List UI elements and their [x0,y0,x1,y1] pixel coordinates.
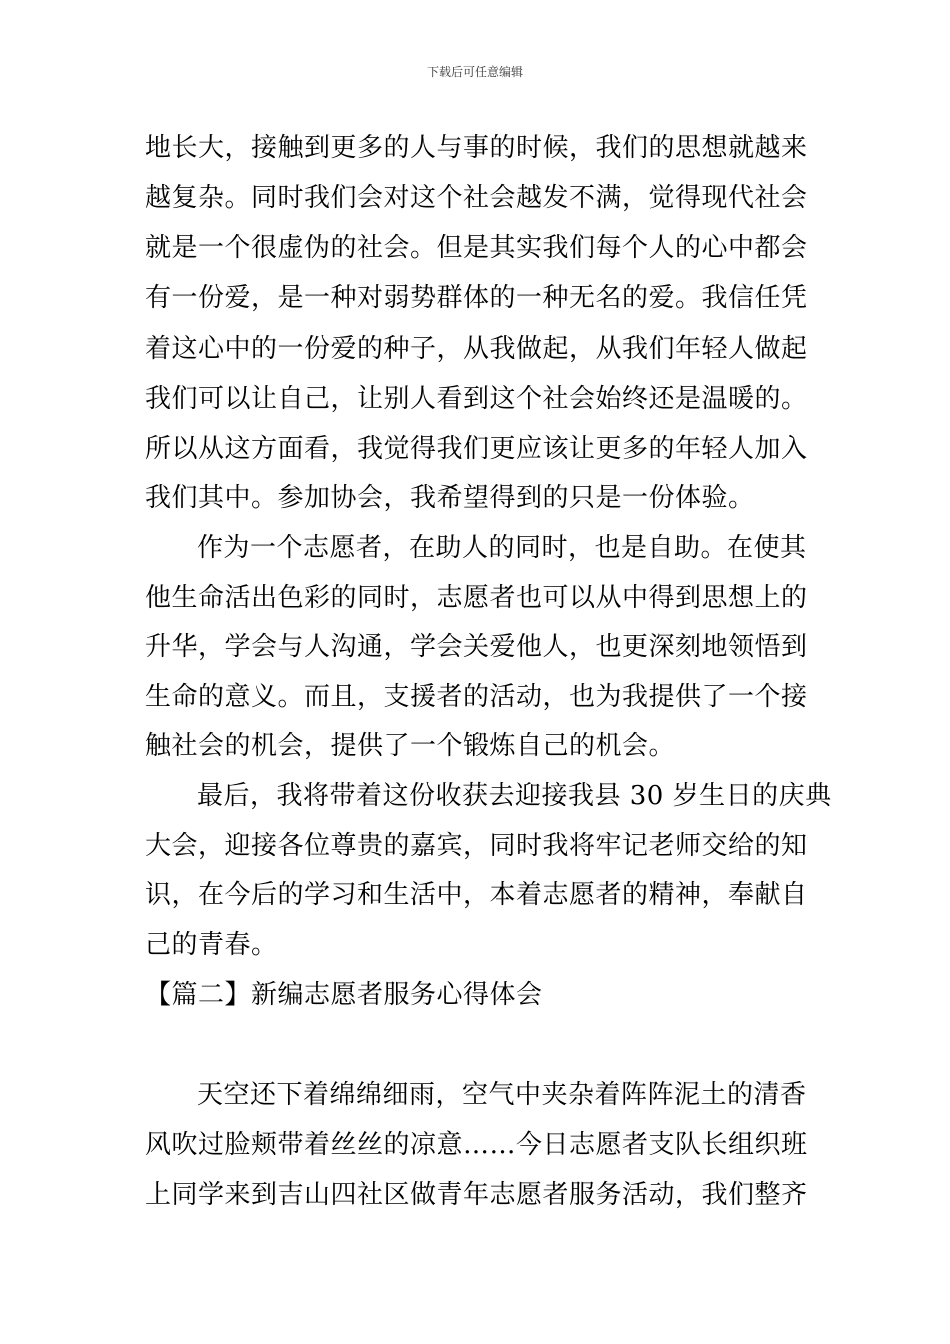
paragraph-start-line: 最后，我将带着这份收获去迎接我县 30 岁生日的庆典 [197,781,832,811]
text-line: 上同学来到吉山四社区做青年志愿者服务活动，我们整齐 [145,1180,808,1210]
paragraph-start-line: 作为一个志愿者，在助人的同时，也是自助。在使其 [197,533,807,563]
text-line: 他生命活出色彩的同时，志愿者也可以从中得到思想上的 [145,583,808,613]
text-line: 识，在今后的学习和生活中，本着志愿者的精神，奉献自 [145,880,808,910]
text-line: 着这心中的一份爱的种子，从我做起，从我们年轻人做起 [145,334,808,364]
text-line: 有一份爱，是一种对弱势群体的一种无名的爱。我信任凭 [145,283,808,313]
text-line: 生命的意义。而且，支援者的活动，也为我提供了一个接 [145,682,808,712]
text-line: 我们可以让自己，让别人看到这个社会始终还是温暖的。 [145,384,808,414]
section-heading: 【篇二】新编志愿者服务心得体会 [145,980,543,1010]
text-line: 风吹过脸颊带着丝丝的凉意……今日志愿者支队长组织班 [145,1130,808,1160]
text-line: 己的青春。 [145,930,278,960]
page-header: 下载后可任意编辑 [426,65,523,79]
text-line: 大会，迎接各位尊贵的嘉宾，同时我将牢记老师交给的知 [145,831,808,861]
text-line: 我们其中。参加协会，我希望得到的只是一份体验。 [145,483,755,513]
text-line: 所以从这方面看，我觉得我们更应该让更多的年轻人加入 [145,434,808,464]
text-line: 越复杂。同时我们会对这个社会越发不满，觉得现代社会 [145,183,808,213]
paragraph-start-line: 天空还下着绵绵细雨，空气中夹杂着阵阵泥土的清香 [197,1080,807,1110]
text-line: 触社会的机会，提供了一个锻炼自己的机会。 [145,731,676,761]
text-line: 地长大，接触到更多的人与事的时候，我们的思想就越来 [145,133,808,163]
text-line: 就是一个很虚伪的社会。但是其实我们每个人的心中都会 [145,233,808,263]
text-line: 升华，学会与人沟通，学会关爱他人，也更深刻地领悟到 [145,632,808,662]
